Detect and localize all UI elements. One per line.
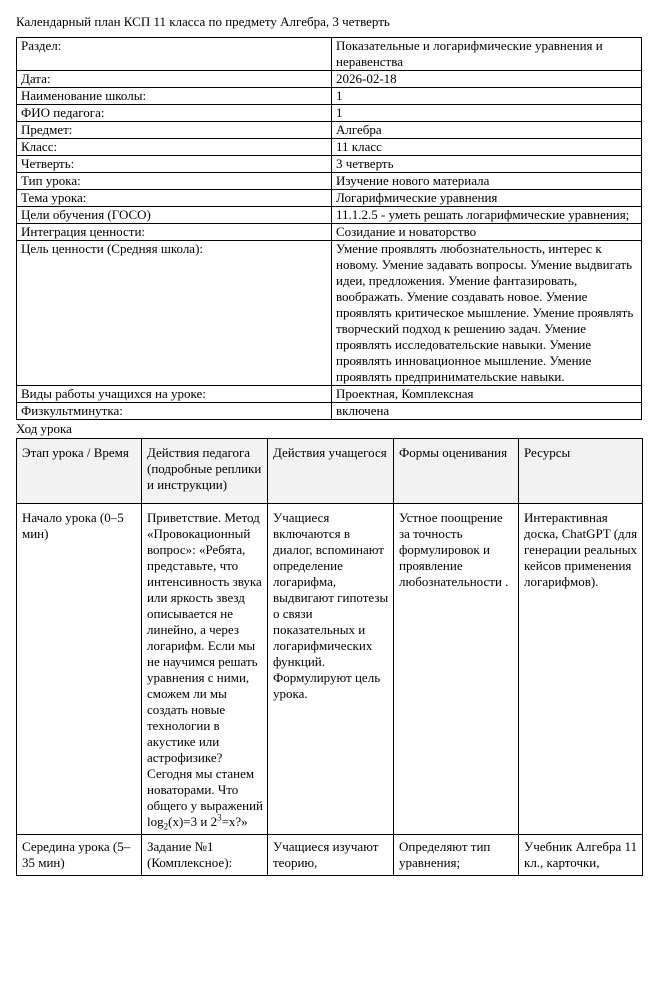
header-resources: Ресурсы bbox=[519, 439, 643, 504]
info-value: 3 четверть bbox=[332, 156, 642, 173]
info-row bbox=[17, 403, 642, 420]
cell-stage: Начало урока (0–5 мин) bbox=[17, 504, 142, 835]
cell-students: Учащиеся изучают теорию, bbox=[268, 835, 394, 876]
cell-resources: Учебник Алгебра 11 кл., карточки, bbox=[519, 835, 643, 876]
info-key: Дата: bbox=[17, 71, 332, 88]
info-value: Изучение нового материала bbox=[332, 173, 642, 190]
document-page bbox=[16, 14, 642, 876]
info-value: Логарифмические уравнения bbox=[332, 190, 642, 207]
lesson-table bbox=[16, 438, 643, 876]
info-row bbox=[17, 88, 642, 105]
lesson-row-start bbox=[17, 504, 643, 835]
formula-log: log bbox=[147, 814, 164, 829]
info-value: Показательные и логарифмические уравнения и неравенства bbox=[332, 38, 642, 71]
cell-teacher bbox=[142, 504, 268, 835]
info-row bbox=[17, 224, 642, 241]
info-key: Цели обучения (ГОСО) bbox=[17, 207, 332, 224]
cell-teacher: Задание №1 (Комплексное): bbox=[142, 835, 268, 876]
lesson-header-row bbox=[17, 439, 643, 504]
formula-middle: (x)=3 и 2 bbox=[168, 814, 218, 829]
info-table bbox=[16, 37, 642, 420]
info-row bbox=[17, 71, 642, 88]
formula-log-base: 2 bbox=[163, 821, 169, 832]
info-key: Класс: bbox=[17, 139, 332, 156]
section-heading: Ход урока bbox=[16, 421, 72, 436]
formula-exponent: 3 bbox=[217, 812, 222, 823]
info-key: Виды работы учащихся на уроке: bbox=[17, 386, 332, 403]
info-value: 11 класс bbox=[332, 139, 642, 156]
info-row bbox=[17, 105, 642, 122]
info-key: Цель ценности (Средняя школа): bbox=[17, 241, 332, 386]
info-key: Предмет: bbox=[17, 122, 332, 139]
info-value: Алгебра bbox=[332, 122, 642, 139]
info-value: Проектная, Комплексная bbox=[332, 386, 642, 403]
cell-assessment: Определяют тип уравнения; bbox=[394, 835, 519, 876]
info-row bbox=[17, 156, 642, 173]
info-row bbox=[17, 122, 642, 139]
info-key: Тема урока: bbox=[17, 190, 332, 207]
info-row bbox=[17, 386, 642, 403]
info-row bbox=[17, 241, 642, 386]
header-assessment: Формы оценивания bbox=[394, 439, 519, 504]
header-stage: Этап урока / Время bbox=[17, 439, 142, 504]
info-row bbox=[17, 207, 642, 224]
formula-end: =x?» bbox=[221, 814, 248, 829]
cell-students: Учащиеся включаются в диалог, вспоминают определение логарифма, выдвигают гипотезы о связи показательных и логарифмических функций. Формулируют цель урока. bbox=[268, 504, 394, 835]
info-key: Интеграция ценности: bbox=[17, 224, 332, 241]
info-row bbox=[17, 173, 642, 190]
header-teacher: Действия педагога (подробные реплики и инструкции) bbox=[142, 439, 268, 504]
info-value: 1 bbox=[332, 88, 642, 105]
info-key: Тип урока: bbox=[17, 173, 332, 190]
info-row bbox=[17, 190, 642, 207]
info-value: Умение проявлять любознательность, интерес к новому. Умение задавать вопросы. Умение выдвигать идеи, предложения. Умение фантазировать, воображать. Умение создавать новое. Умение проявлять критическое мышление. Умение проявлять творческий подход к решению задач. Умение проявлять исследовательские навыки. Умение проявлять инновационное мышление. Умение проявлять предпринимательские навыки. bbox=[332, 241, 642, 386]
info-value: 2026-02-18 bbox=[332, 71, 642, 88]
info-key: ФИО педагога: bbox=[17, 105, 332, 122]
lesson-row-middle bbox=[17, 835, 643, 876]
teacher-text: Приветствие. Метод «Провокационный вопрос»: «Ребята, представьте, что интенсивность звука или яркость звезд описывается не линейно, а через логарифм. Если мы не научимся решать уравнения с ними, сможем ли мы создать новые технологии в акустике или астрофизике? Сегодня мы станем новаторами. Что общего у выражений bbox=[147, 510, 263, 813]
info-key: Четверть: bbox=[17, 156, 332, 173]
cell-resources: Интерактивная доска, ChatGPT (для генерации реальных кейсов применения логарифмов). bbox=[519, 504, 643, 835]
header-students: Действия учащегося bbox=[268, 439, 394, 504]
cell-assessment: Устное поощрение за точность формулировок и проявление любознательности . bbox=[394, 504, 519, 835]
cell-stage: Середина урока (5–35 мин) bbox=[17, 835, 142, 876]
info-value: включена bbox=[332, 403, 642, 420]
info-key: Наименование школы: bbox=[17, 88, 332, 105]
info-row bbox=[17, 38, 642, 71]
info-key: Физкультминутка: bbox=[17, 403, 332, 420]
info-key: Раздел: bbox=[17, 38, 332, 71]
info-value: Созидание и новаторство bbox=[332, 224, 642, 241]
info-value: 1 bbox=[332, 105, 642, 122]
info-row bbox=[17, 139, 642, 156]
info-value: 11.1.2.5 - уметь решать логарифмические уравнения; bbox=[332, 207, 642, 224]
document-title: Календарный план КСП 11 класса по предмету Алгебра, 3 четверть bbox=[16, 14, 390, 29]
